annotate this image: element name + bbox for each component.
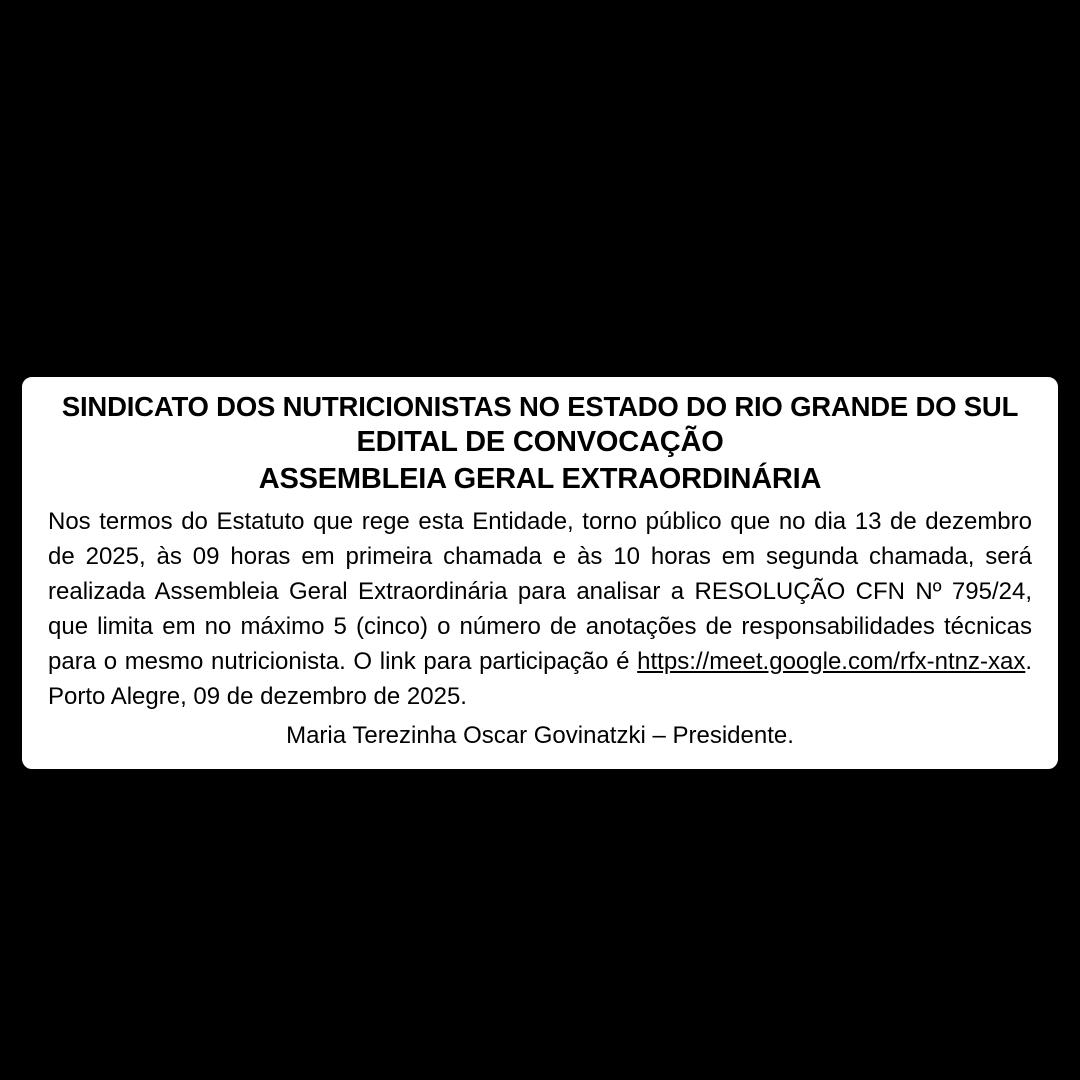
meeting-link[interactable]: https://meet.google.com/rfx-ntnz-xax [637, 648, 1026, 675]
notice-heading-document-type: EDITAL DE CONVOCAÇÃO [356, 426, 724, 459]
notice-heading-assembly-type: ASSEMBLEIA GERAL EXTRAORDINÁRIA [258, 462, 822, 495]
notice-card [18, 373, 1062, 773]
notice-heading-organization: SINDICATO DOS NUTRICIONISTAS NO ESTADO DO RIO GRANDE DO SUL [61, 391, 1019, 422]
notice-content [48, 391, 1032, 753]
notice-body [48, 504, 1032, 714]
notice-body-after-link: . Porto Alegre, 09 de dezembro de 2025. [48, 648, 1032, 711]
notice-body-before-link: Nos termos do Estatuto que rege esta Entidade, torno público que no dia 13 de dezembro de 2025, às 09 horas em primeira chamada e às 10 horas em segunda chamada, será realizada Assembleia Geral Extraordinária para analisar a RESOLUÇÃO CFN Nº 795/24, que limita em no máximo 5 (cinco) o número de anotações de responsabilidades técnicas para o mesmo nutricionista. O link para participação é [48, 507, 1032, 675]
notice-signature: Maria Terezinha Oscar Govinatzki – Presidente. [286, 722, 794, 750]
